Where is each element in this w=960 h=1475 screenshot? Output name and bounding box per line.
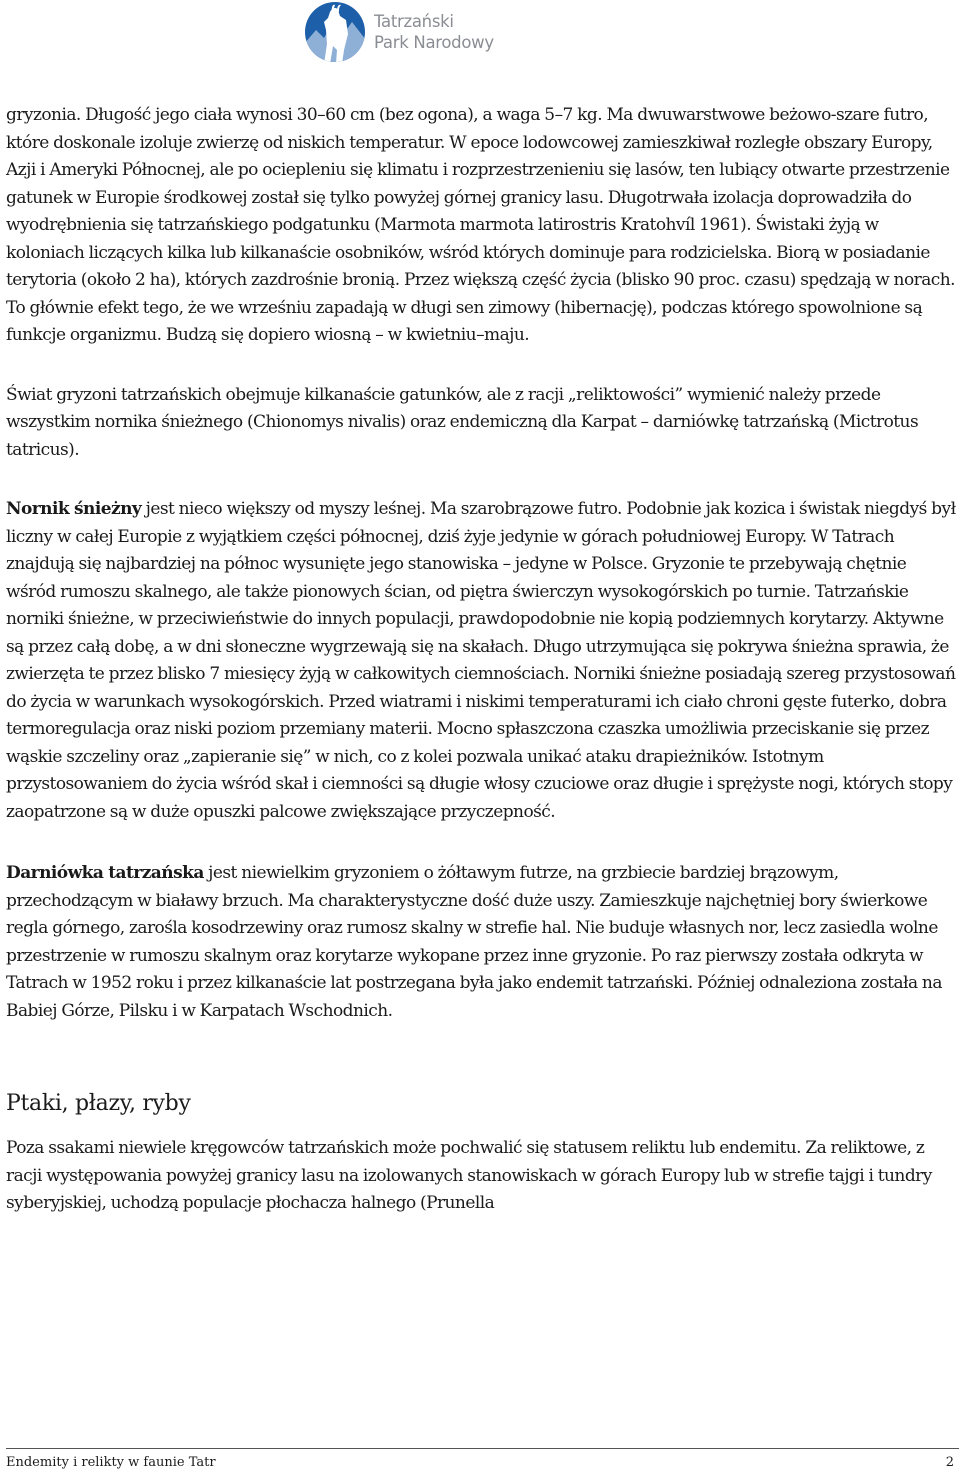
paragraph-tatra-pine-vole [6,860,959,1025]
snow-vole-term: Nornik śnieżny [6,499,142,519]
footer-page-number: 2 [945,1455,954,1470]
article-body [6,102,959,1218]
tatra-pine-vole-term: Darniówka tatrzańska [6,863,204,883]
chamois-logo-icon [302,0,368,64]
section-heading: Ptaki, płazy, ryby [6,1091,191,1116]
paragraph-rodents-intro: Świat gryzoni tatrzańskich obejmuje kilkanaście gatunków, ale z racji „reliktowości” wymienić należy przede wszystkim nornika śnieżnego (Chionomys nivalis) oraz endemiczną dla Karpat – darniówkę tatrzańską (Mictrotus tatricus). [6,384,919,460]
footer-document-title: Endemity i relikty w faunie Tatr [6,1455,216,1470]
logo-wordmark [374,11,494,53]
footer-divider [6,1448,959,1449]
tatra-pine-vole-text: jest niewielkim gryzoniem o żółtawym futrze, na grzbiecie bardziej brązowym, przechodzącym w białawy brzuch. Ma charakterystyczne dość duże uszy. Zamieszkuje najchętniej bory świerkowe regla górnego, zarośla kosodrzewiny oraz rumosz skalny w strefie hal. Nie buduje własnych nor, lecz zasiedla wolne przestrzenie w rumoszu skalnym oraz korytarze wykopane przez inne gryzonie. Po raz pierwszy została odkryta w Tatrach w 1952 roku i przez kilkanaście lat postrzegana była jako endemit tatrzański. Później odnaleziona została na Babiej Górze, Pilsku i w Karpatach Wschodnich. [6,863,942,1021]
snow-vole-text: jest nieco większy od myszy leśnej. Ma szarobrązowe futro. Podobnie jak kozica i świstak niegdyś był liczny w całej Europie z wyjątkiem części północnej, dziś żyje jedynie w górach południowej Europy. W Tatrach znajdują się najbardziej na północ wysunięte jego stanowiska – jedyne w Polsce. Gryzonie te przebywają chętnie wśród rumoszu skalnego, ale także pionowych ścian, od piętra świerczyn wysokogórskich po turnie. Tatrzańskie norniki śnieżne, w przeciwieństwie do innych populacji, prawdopodobnie nie kopią podziemnych korytarzy. Aktywne są przez całą dobę, a w dni słoneczne wygrzewają się na skałach. Długo utrzymująca się pokrywa śnieżna sprawia, że zwierzęta te przez blisko 7 miesięcy żyją w całkowitych ciemnościach. Norniki śnieżne posiadają szereg przystosowań do życia w warunkach wysokogórskich. Przed wiatrami i niskimi temperaturami ich ciało chroni gęste futerko, dobra termoregulacja oraz niski poziom przemiany materii. Mocno spłaszczona czaszka umożliwia przeciskanie się przez wąskie szczeliny oraz „zapieranie się” w nich, co z kolei pozwala unikać ataku drapieżników. Istotnym przystosowaniem do życia wśród skał i ciemności są długie włosy czuciowe oraz długie i sprężyste nogi, których stopy zaopatrzone są w duże opuszki palcowe zwiększające przyczepność. [6,499,956,822]
logo-line-1: Tatrzański [374,12,454,31]
paragraph-snow-vole [6,496,959,826]
logo-line-2: Park Narodowy [374,33,494,52]
paragraph-birds: Poza ssakami niewiele kręgowców tatrzańskich może pochwalić się statusem reliktu lub endemitu. Za reliktowe, z racji występowania powyżej granicy lasu na izolowanych stanowiskach w górach Europy lub w strefie tajgi i tundry syberyjskiej, uchodzą populacje płochacza halnego (Prunella [6,1138,932,1213]
paragraph-marmot: gryzonia. Długość jego ciała wynosi 30–60 cm (bez ogona), a waga 5–7 kg. Ma dwuwarstwowe beżowo-szare futro, które doskonale izoluje zwierzę od niskich temperatur. W epoce lodowcowej zamieszkiwał rozległe obszary Europy, Azji i Ameryki Północnej, ale po ociepleniu się klimatu i rozprzestrzenieniu się lasów, ten lubiący otwarte przestrzenie gatunek w Europie środkowej został się tylko powyżej górnej granicy lasu. Długotrwała izolacja doprowadziła do wyodrębnienia się tatrzańskiego podgatunku (Marmota marmota latirostris Kratohvíl 1961). Świstaki żyją w koloniach liczących kilka lub kilkanaście osobników, wśród których dominuje para rodzicielska. Biorą w posiadanie terytoria (około 2 ha), których zazdrośnie bronią. Przez większą część życia (blisko 90 proc. czasu) spędzają w norach. To głównie efekt tego, że we wrześniu zapadają w długi sen zimowy (hibernację), podczas którego spowolnione są funkcje organizmu. Budzą się dopiero wiosną – w kwietniu–maju. [6,105,956,345]
park-logo [302,0,532,64]
